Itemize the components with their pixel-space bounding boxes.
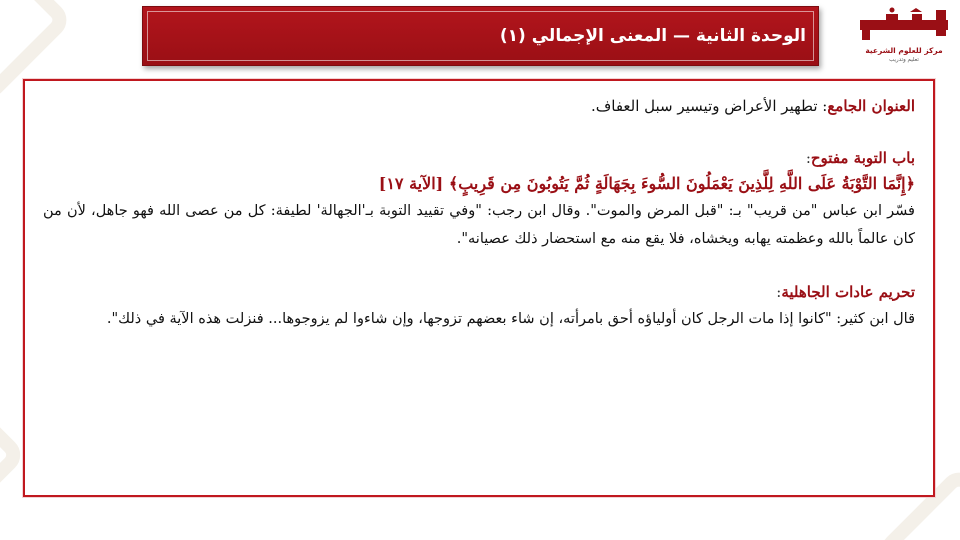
section1-colon: : xyxy=(806,149,812,167)
general-title-row xyxy=(44,93,916,119)
content-panel xyxy=(24,79,936,497)
quran-verse: ﴿إِنَّمَا التَّوْبَةُ عَلَى اللَّهِ لِلَّذِينَ يَعْمَلُونَ السُّوءَ بِجَهَالَةٍ ثُمَّ يَتُوبُونَ مِن قَرِيبٍ﴾ [الآية ١٧] xyxy=(379,174,916,193)
section2-colon: : xyxy=(777,283,783,301)
logo-mark xyxy=(855,6,955,44)
logo-subtitle: مركز للعلوم الشرعية xyxy=(866,46,944,55)
slide-title-bar xyxy=(143,6,820,66)
general-title-label: العنوان الجامع xyxy=(828,97,916,115)
general-title-text: تطهير الأعراض وتيسير سبل العفاف. xyxy=(591,97,819,115)
section2-label: تحريم عادات الجاهلية xyxy=(782,283,916,301)
section1-paragraph: فسّر ابن عباس "من قريب" بـ: "قبل المرض والموت". وقال ابن رجب: "وفي تقييد التوبة بـ'الجهالة' لطيفة: كل من عصى الله فهو جاهل، لأن من كان عالماً بالله وعظمته يهابه ويخشاه، فلا يقع منه مع استحضار ذلك عصيانه". xyxy=(44,203,916,247)
logo-glyph-icon xyxy=(857,6,953,44)
slide-title: الوحدة الثانية — المعنى الإجمالي (١) xyxy=(500,26,807,46)
logo-tagline: تعليم وتدريب xyxy=(890,57,920,63)
section2-heading xyxy=(44,279,916,305)
label-colon: : xyxy=(818,97,829,115)
brand-logo xyxy=(855,6,955,70)
spacer xyxy=(44,253,916,279)
section2-paragraph: قال ابن كثير: "كانوا إذا مات الرجل كان أولياؤه أحق بامرأته، إن شاء بعضهم تزوجها، وإن شاءوا لم يزوجوها... فنزلت هذه الآية في ذلك". xyxy=(107,311,916,327)
spacer xyxy=(44,119,916,145)
section1-label: باب التوبة مفتوح xyxy=(811,149,916,167)
section1-heading xyxy=(44,145,916,171)
